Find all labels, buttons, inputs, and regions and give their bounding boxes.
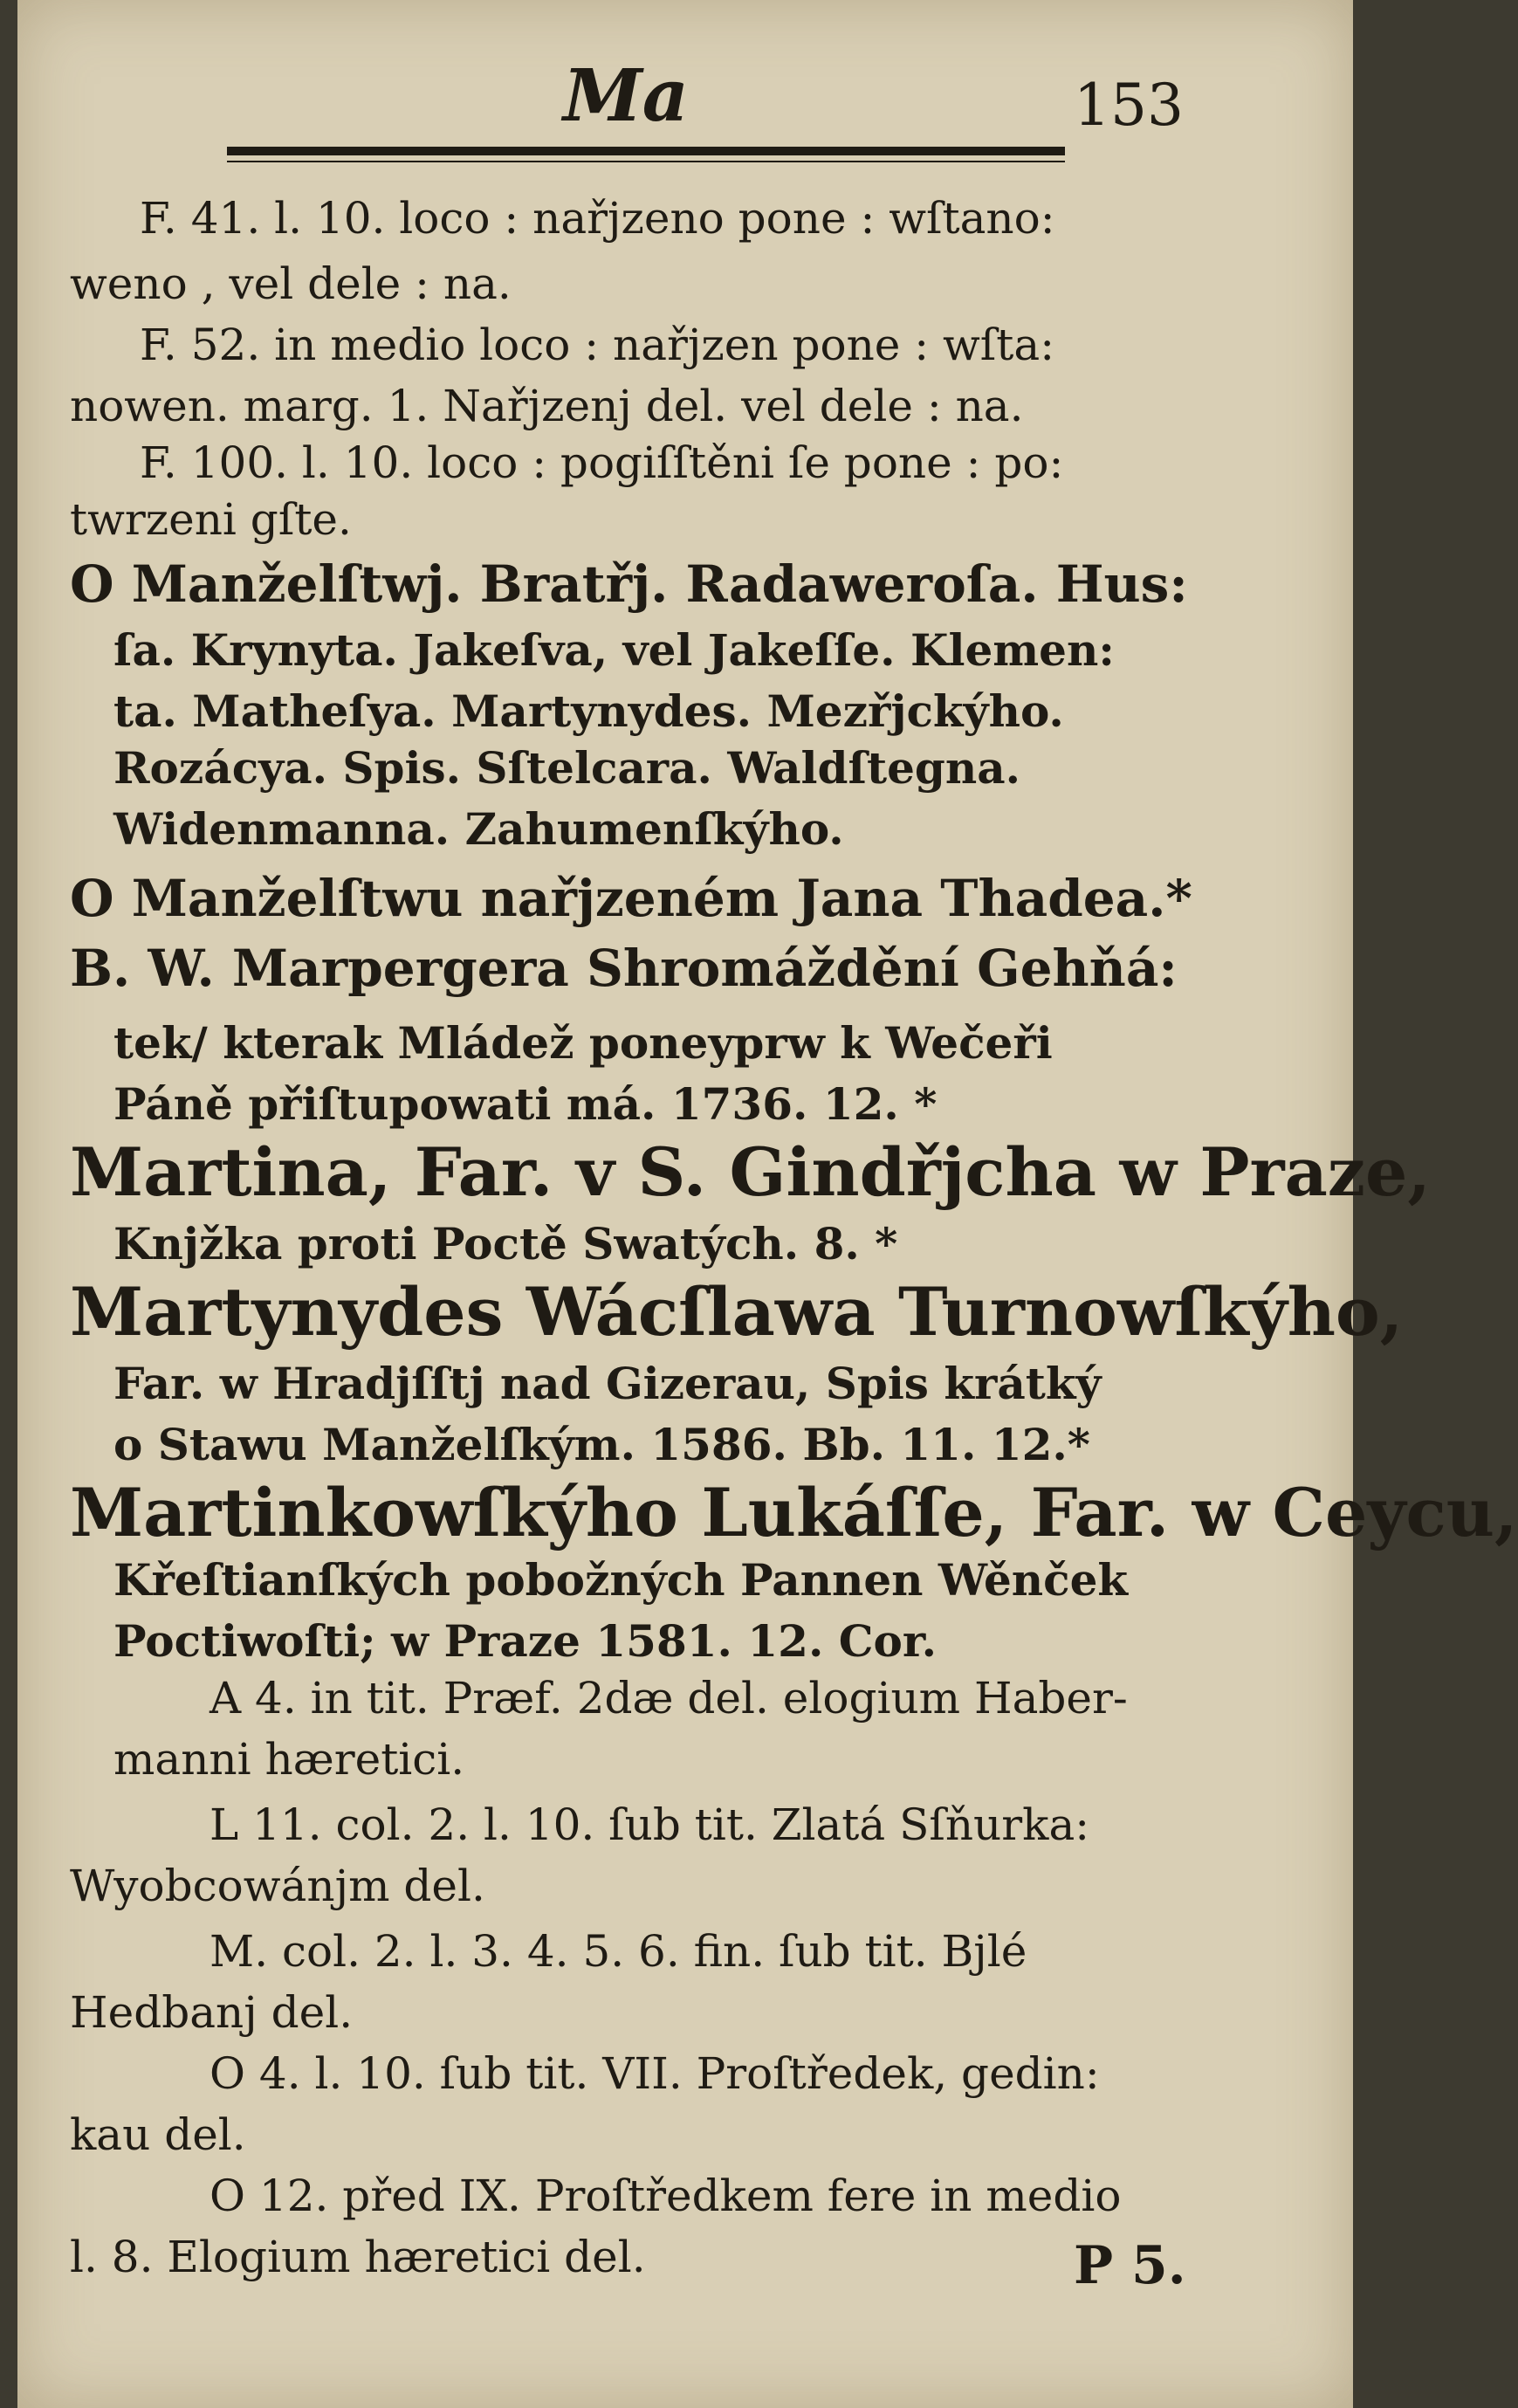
page — [17, 0, 1518, 2408]
text-line: twrzeni gſte. — [70, 494, 352, 545]
text-line: Martina, Far. v S. Gindřjcha w Praze, — [70, 1133, 1431, 1211]
text-line: A 4. in tit. Præf. 2dæ del. elogium Haber- — [209, 1673, 1128, 1723]
text-line: O 12. před IX. Proſtředkem fere in medio — [209, 2171, 1122, 2221]
text-line: weno , vel dele : na. — [70, 258, 512, 309]
text-line: F. 100. l. 10. loco : pogiſſtěni ſe pone : po: — [140, 437, 1064, 488]
text-line: F. 52. in medio loco : nařjzen pone : wſta: — [140, 320, 1055, 370]
text-line: ſa. Krynyta. Jakeſva, vel Jakeſſe. Klemen: — [113, 624, 1115, 676]
text-line: M. col. 2. l. 3. 4. 5. 6. fin. ſub tit. Bjlé — [209, 1926, 1027, 1977]
text-line: Knjžka proti Poctě Swatých. 8. * — [113, 1218, 898, 1269]
header-rule — [227, 147, 1065, 162]
text-line: Křeſtianſkých pobožných Pannen Wěnček — [113, 1554, 1129, 1606]
text-line: o Stawu Manželſkým. 1586. Bb. 11. 12.* — [113, 1419, 1090, 1470]
text-line: Martynydes Wácſlawa Turnowſkýho, — [70, 1273, 1404, 1351]
text-line: Poctiwoſti; w Praze 1581. 12. Cor. — [113, 1615, 938, 1667]
text-line: Far. w Hradjſſtj nad Gizerau, Spis krátký — [113, 1358, 1102, 1409]
text-line: Wyobcowánjm del. — [70, 1861, 485, 1911]
running-head: Ma — [563, 54, 689, 138]
text-line: L 11. col. 2. l. 10. ſub tit. Zlatá Sſňurka: — [209, 1799, 1090, 1850]
text-line: Martinkowſkýho Lukáſſe, Far. w Ceycu, — [70, 1474, 1518, 1551]
text-line: O Manželſtwu nařjzeném Jana Thadea.* — [70, 869, 1192, 928]
text-line: ta. Matheſya. Martynydes. Mezřjckýho. — [113, 685, 1064, 737]
text-line: l. 8. Elogium hæretici del. — [70, 2232, 646, 2282]
text-line: nowen. marg. 1. Nařjzenj del. vel dele : na. — [70, 381, 1024, 431]
text-line: O Manželſtwj. Bratřj. Radaweroſa. Hus: — [70, 554, 1188, 614]
text-line: tek/ kterak Mládež poneyprw k Wečeři — [113, 1017, 1053, 1069]
signature-mark: P 5. — [1074, 2235, 1186, 2296]
text-line: kau del. — [70, 2109, 246, 2160]
text-line: Páně přiſtupowati má. 1736. 12. * — [113, 1078, 938, 1130]
page-number: 153 — [1074, 72, 1184, 139]
text-line: O 4. l. 10. ſub tit. VII. Proſtředek, gedin: — [209, 2048, 1100, 2099]
text-line: Hedbanj del. — [70, 1987, 354, 2038]
text-line: manni hæretici. — [113, 1734, 465, 1785]
text-line: F. 41. l. 10. loco : nařjzeno pone : wſtano: — [140, 193, 1055, 244]
text-line: Rozácya. Spis. Sſtelcara. Waldſtegna. — [113, 742, 1021, 794]
text-line: Widenmanna. Zahumenſkýho. — [113, 803, 844, 855]
text-line: B. W. Marpergera Shromáždění Gehňá: — [70, 939, 1178, 998]
